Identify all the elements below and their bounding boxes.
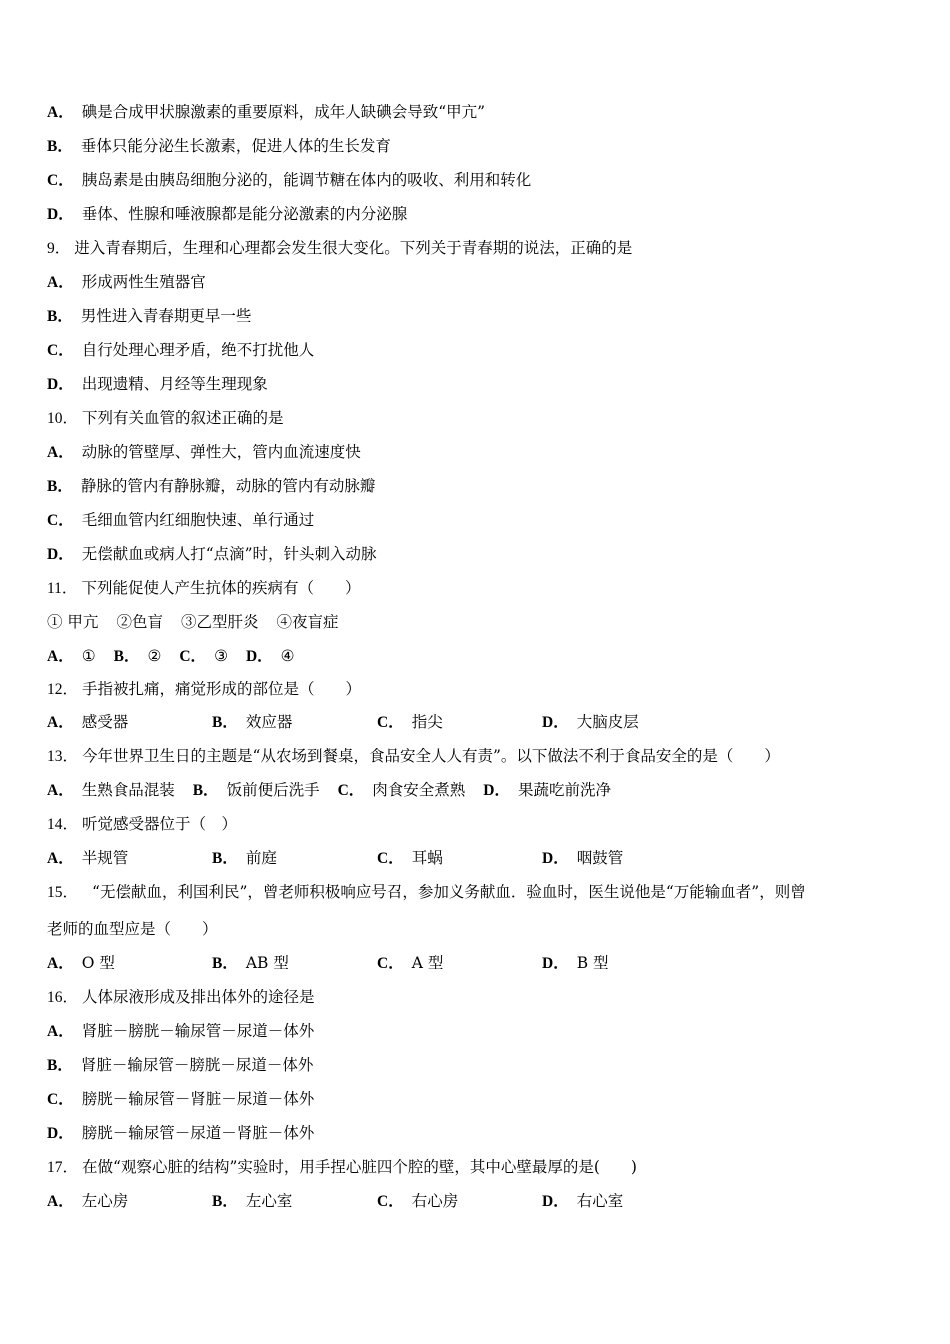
q16-stem: 16． 人体尿液形成及排出体外的途径是 (47, 988, 315, 1006)
q9-option-b: B． 男性进入青春期更早一些 (47, 307, 252, 325)
q11-option-a: A． ① (47, 647, 96, 665)
q14-stem: 14． 听觉感受器位于（ ） (47, 815, 238, 833)
q10-option-a: A． 动脉的管壁厚、弹性大，管内血流速度快 (47, 443, 361, 461)
q9-option-c: C． 自行处理心理矛盾，绝不打扰他人 (47, 341, 315, 359)
q12-stem: 12． 手指被扎痛，痛觉形成的部位是（ ） (47, 680, 362, 698)
q15-options (47, 953, 609, 974)
q11-items (47, 612, 338, 632)
q14-option-c: C． 耳蜗 (377, 849, 443, 867)
q17-options (47, 1191, 623, 1212)
q17-option-a: A． 左心房 (47, 1192, 129, 1210)
q16-option-b: B． 肾脏－输尿管－膀胱－尿道－体外 (47, 1056, 314, 1074)
q11-item-2: ②色盲 (116, 613, 163, 631)
q9-option-a: A． 形成两性生殖器官 (47, 273, 206, 291)
q10-option-c: C． 毛细血管内红细胞快速、单行通过 (47, 511, 315, 529)
q15-stem-line2: 老师的血型应是（ ） (47, 920, 218, 938)
q13-option-a: A． 生熟食品混装 (47, 781, 175, 799)
q15-option-c: C． A 型 (377, 954, 444, 972)
q17-option-b: B． 左心室 (212, 1192, 293, 1210)
q13-options (47, 780, 611, 801)
q8-option-a: A． 碘是合成甲状腺激素的重要原料，成年人缺碘会导致“甲亢” (47, 103, 486, 121)
q12-option-a: A． 感受器 (47, 713, 129, 731)
q12-option-b: B． 效应器 (212, 713, 293, 731)
q13-option-c: C． 肉食安全煮熟 (337, 781, 466, 799)
q10-option-d: D． 无偿献血或病人打“点滴”时，针头刺入动脉 (47, 545, 377, 563)
q17-option-d: D． 右心室 (542, 1192, 624, 1210)
q13-option-d: D． 果蔬吃前洗净 (483, 781, 612, 799)
q8-option-b: B． 垂体只能分泌生长激素，促进人体的生长发育 (47, 137, 391, 155)
q8-option-c: C． 胰岛素是由胰岛细胞分泌的，能调节糖在体内的吸收、利用和转化 (47, 171, 532, 189)
q17-option-c: C． 右心房 (377, 1192, 459, 1210)
q11-item-4: ④夜盲症 (276, 613, 339, 631)
q14-option-b: B． 前庭 (212, 849, 277, 867)
q11-item-1: ① 甲亢 (47, 613, 99, 631)
q14-option-d: D． 咽鼓管 (542, 849, 624, 867)
q14-option-a: A． 半规管 (47, 849, 129, 867)
q9-stem: 9． 进入青春期后，生理和心理都会发生很大变化。下列关于青春期的说法，正确的是 (47, 239, 633, 257)
q12-option-c: C． 指尖 (377, 713, 443, 731)
q13-stem: 13． 今年世界卫生日的主题是“从农场到餐桌，食品安全人人有责”。以下做法不利于食品安全的是（ ） (47, 747, 780, 765)
q11-option-c: C． ③ (179, 647, 228, 665)
q16-option-d: D． 膀胱－输尿管－尿道－肾脏－体外 (47, 1124, 315, 1142)
q10-stem: 10． 下列有关血管的叙述正确的是 (47, 409, 284, 427)
q12-options (47, 712, 639, 733)
q15-option-a: A． O 型 (47, 954, 115, 972)
q12-option-d: D． 大脑皮层 (542, 713, 639, 731)
q9-option-d: D． 出现遗精、月经等生理现象 (47, 375, 268, 393)
q16-option-c: C． 膀胱－输尿管－肾脏－尿道－体外 (47, 1090, 315, 1108)
q11-option-d: D． ④ (245, 647, 295, 665)
q14-options (47, 848, 623, 869)
q11-option-b: B． ② (113, 647, 162, 665)
q17-stem: 17． 在做“观察心脏的结构”实验时，用手捏心脏四个腔的壁，其中心壁最厚的是( ) (47, 1158, 637, 1176)
q11-stem: 11． 下列能促使人产生抗体的疾病有（ ） (47, 579, 361, 597)
q10-option-b: B． 静脉的管内有静脉瓣，动脉的管内有动脉瓣 (47, 477, 376, 495)
q15-option-b: B． AB 型 (212, 954, 289, 972)
q15-stem-line1: 15． “无偿献血，利国利民”，曾老师积极响应号召，参加义务献血．验血时，医生说他是“万能输血者”，则曾 (47, 883, 806, 901)
q8-option-d: D． 垂体、性腺和唾液腺都是能分泌激素的内分泌腺 (47, 205, 408, 223)
q13-option-b: B． 饭前便后洗手 (192, 781, 320, 799)
q16-option-a: A． 肾脏－膀胱－输尿管－尿道－体外 (47, 1022, 315, 1040)
q15-option-d: D． B 型 (542, 954, 609, 972)
q11-item-3: ③乙型肝炎 (180, 613, 259, 631)
q11-options (47, 646, 295, 667)
